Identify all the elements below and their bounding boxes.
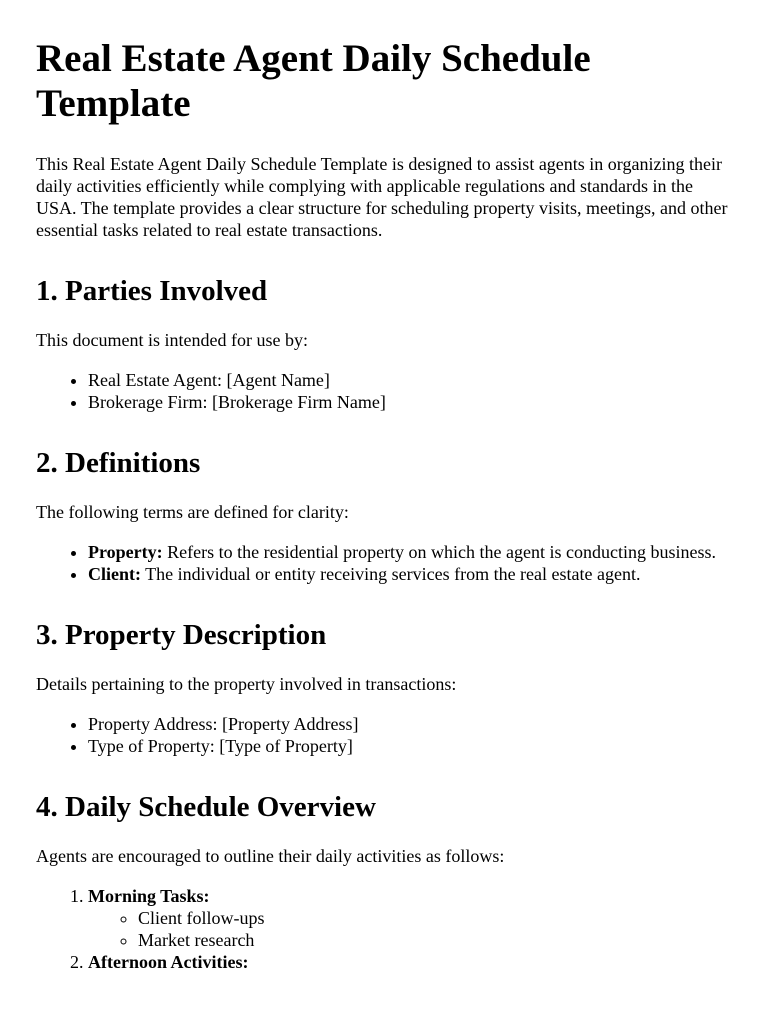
section-lead-text: Agents are encouraged to outline their daily activities as follows: — [36, 846, 505, 866]
section-parties-involved — [36, 274, 734, 413]
section-heading: 4. Daily Schedule Overview — [36, 791, 376, 823]
section-heading: 2. Definitions — [36, 447, 201, 479]
list-item: • Brokerage Firm: [Brokerage Firm Name] — [88, 391, 734, 413]
definition-text: Refers to the residential property on which the agent is conducting business. — [162, 542, 717, 562]
section-lead-text: The following terms are defined for clarity: — [36, 502, 349, 522]
section-definitions — [36, 446, 734, 585]
section-property-description — [36, 618, 734, 757]
section-lead-text: Details pertaining to the property involved in transactions: — [36, 674, 457, 694]
definition-term: Client: — [88, 564, 141, 584]
schedule-subitem: ◦ Market research — [138, 929, 734, 951]
schedule-item — [88, 885, 734, 951]
schedule-subitems — [88, 907, 734, 951]
definition-item — [88, 563, 734, 585]
document-title: Real Estate Agent Daily Schedule Template — [36, 37, 591, 125]
definition-item — [88, 541, 734, 563]
schedule-item-title: Morning Tasks: — [88, 886, 210, 906]
section-lead-text: This document is intended for use by: — [36, 330, 308, 350]
definition-text: The individual or entity receiving services from the real estate agent. — [141, 564, 641, 584]
list-item: • Property Address: [Property Address] — [88, 713, 734, 735]
list-item: • Real Estate Agent: [Agent Name] — [88, 369, 734, 391]
schedule-item — [88, 951, 734, 973]
intro-paragraph: This Real Estate Agent Daily Schedule Template is designed to assist agents in organizing their daily activities efficiently while complying with applicable regulations and standards in the USA. The template provides a clear structure for scheduling property visits, meetings, and other essential tasks related to real estate transactions. — [36, 154, 728, 240]
property-list — [36, 713, 734, 757]
section-heading: 3. Property Description — [36, 619, 327, 651]
list-item: • Type of Property: [Type of Property] — [88, 735, 734, 757]
schedule-subitem: ◦ Client follow-ups — [138, 907, 734, 929]
parties-list — [36, 369, 734, 413]
section-heading: 1. Parties Involved — [36, 275, 268, 307]
definition-term: Property: — [88, 542, 163, 562]
schedule-item-title: Afternoon Activities: — [88, 952, 249, 972]
section-daily-schedule-overview — [36, 790, 734, 973]
schedule-list — [36, 885, 734, 973]
definitions-list — [36, 541, 734, 585]
